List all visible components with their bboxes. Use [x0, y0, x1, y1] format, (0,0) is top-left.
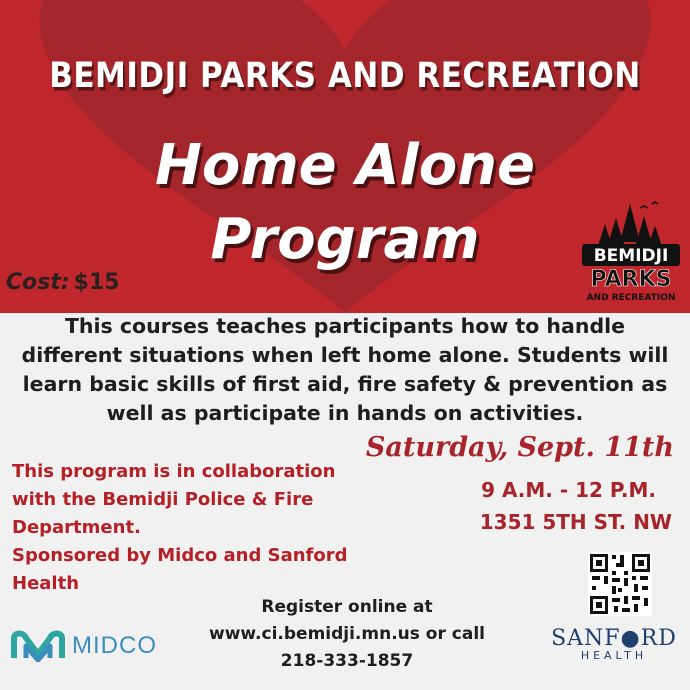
collaboration-note — [12, 458, 372, 598]
event-time: 9 A.M. - 12 P.M. — [481, 478, 656, 502]
event-address: 1351 5TH ST. NW — [479, 510, 672, 534]
description-line: This courses teaches participants how to handle — [64, 314, 626, 338]
register-line: Register online at — [261, 597, 433, 617]
sanford-wordmark: SANF●RD — [551, 626, 677, 651]
sanford-subtitle: HEALTH — [580, 649, 648, 662]
program-description — [14, 312, 676, 428]
midco-logo-mark-icon — [10, 630, 66, 662]
cost-prefix: Cost: — [6, 270, 70, 295]
logo-line1: BEMIDJI — [593, 246, 669, 266]
program-title-line1: Home Alone — [154, 133, 536, 198]
organization-title: BEMIDJI PARKS AND RECREATION — [49, 55, 641, 97]
registration-info — [188, 594, 506, 675]
register-url[interactable]: www.ci.bemidji.mn.us or call — [209, 624, 485, 644]
register-phone[interactable]: 218-333-1857 — [280, 651, 414, 671]
collaboration-line: This program is in collaboration — [12, 461, 336, 482]
collaboration-line: Department. — [12, 517, 141, 538]
collaboration-line: Health — [12, 573, 80, 594]
sanford-sponsor-logo — [548, 626, 680, 662]
midco-sponsor-logo — [10, 630, 157, 662]
logo-line2: PARKS — [590, 267, 672, 292]
logo-line3: AND RECREATION — [586, 293, 676, 303]
event-date: Saturday, Sept. 11th — [365, 432, 674, 463]
description-line: different situations when left home alone. Students will — [21, 343, 669, 367]
program-title-line2: Program — [210, 207, 480, 272]
cost-price: $15 — [73, 270, 120, 295]
collaboration-line: Sponsored by Midco and Sanford — [12, 545, 348, 566]
cost-label — [6, 270, 120, 295]
description-line: well as participate in hands on activities. — [106, 401, 584, 425]
collaboration-line: with the Bemidji Police & Fire — [12, 489, 314, 510]
bemidji-parks-logo — [578, 198, 684, 308]
midco-wordmark: MIDCO — [72, 632, 157, 659]
description-line: learn basic skills of first aid, fire safety & prevention as — [22, 372, 668, 396]
qr-code[interactable] — [588, 552, 652, 616]
